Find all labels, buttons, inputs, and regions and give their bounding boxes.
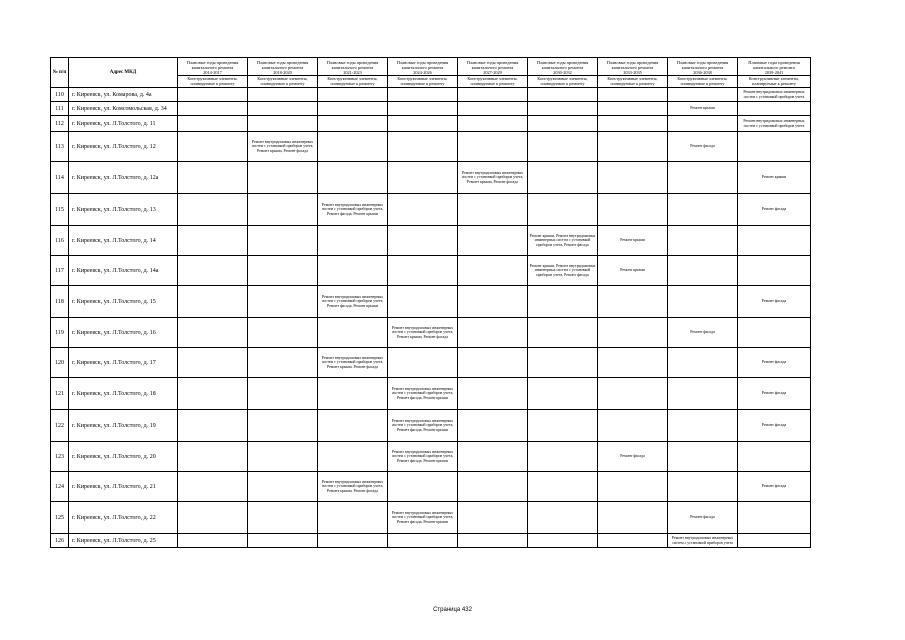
repair-cell [318, 442, 388, 472]
repair-cell [178, 442, 248, 472]
repair-cell: Ремонт крыши, Ремонт внутридомовых инженерных систем с установкой приборов учета, Ремонт фасада [528, 256, 598, 286]
row-number: 118 [51, 286, 69, 318]
repair-cell [458, 410, 528, 442]
repair-cell [248, 534, 318, 548]
repair-cell: Ремонт внутридомовых инженерных систем с установкой приборов учета, Ремонт фасада, Ремонт крыши [388, 378, 458, 410]
header-period-subtitle: Конструктивные элементы, планируемые к ремонту [738, 75, 810, 86]
repair-cell [458, 132, 528, 162]
row-address: г. Киреевск, ул. Л.Толстого, д. 22 [69, 502, 178, 534]
repair-cell [668, 226, 738, 256]
repair-cell: Ремонт фасада [738, 472, 811, 502]
header-period-years: 2033-2035 [623, 69, 642, 75]
repair-cell [598, 116, 668, 132]
repair-cell [528, 348, 598, 378]
repair-cell [178, 116, 248, 132]
header-num: № п/п [51, 58, 69, 88]
table-body [51, 88, 811, 548]
header-period-7 [598, 58, 668, 88]
repair-cell [668, 378, 738, 410]
repair-cell [668, 348, 738, 378]
header-period-years: 2030-2032 [553, 69, 572, 75]
repair-cell [738, 102, 811, 116]
repair-cell [318, 318, 388, 348]
row-address: г. Киреевск, ул. Л.Толстого, д. 25 [69, 534, 178, 548]
row-number: 124 [51, 472, 69, 502]
repair-cell [318, 116, 388, 132]
header-period-subtitle: Конструктивные элементы, планируемые к ремонту [598, 75, 667, 86]
repair-cell [178, 162, 248, 194]
repair-cell: Ремонт внутридомовых инженерных систем с установкой приборов учета, Ремонт фасада, Ремонт крыши [388, 502, 458, 534]
header-period-title: Плановые годы проведения капитального ремонта [186, 59, 239, 70]
row-address: г. Киреевск, ул. Л.Толстого, д. 17 [69, 348, 178, 378]
repair-cell [668, 116, 738, 132]
repair-cell [528, 410, 598, 442]
table-row [51, 286, 811, 318]
table-row [51, 378, 811, 410]
repair-cell [178, 472, 248, 502]
row-address: г. Киреевск, ул. Л.Толстого, д. 12 [69, 132, 178, 162]
repair-cell [318, 256, 388, 286]
table-row [51, 162, 811, 194]
repair-cell [248, 318, 318, 348]
repair-cell [458, 194, 528, 226]
repair-cell [738, 502, 811, 534]
repair-cell [178, 88, 248, 102]
repair-cell [458, 472, 528, 502]
repair-schedule-table [50, 57, 811, 548]
table-row [51, 442, 811, 472]
repair-cell [388, 102, 458, 116]
header-period-subtitle: Конструктивные элементы, планируемые к ремонту [178, 75, 247, 86]
repair-cell [458, 378, 528, 410]
row-number: 117 [51, 256, 69, 286]
repair-cell: Ремонт внутридомовых инженерных систем с установкой приборов учета [668, 534, 738, 548]
repair-cell [668, 88, 738, 102]
repair-cell: Ремонт крыши, Ремонт внутридомовых инженерных систем с установкой приборов учета, Ремонт фасада [528, 226, 598, 256]
row-number: 122 [51, 410, 69, 442]
repair-cell [318, 226, 388, 256]
document-page [50, 57, 810, 548]
header-address: Адрес МКД [69, 58, 178, 88]
header-period-subtitle: Конструктивные элементы, планируемые к ремонту [248, 75, 317, 86]
repair-cell [528, 442, 598, 472]
row-address: г. Киреевск, ул. Л.Толстого, д. 20 [69, 442, 178, 472]
repair-cell: Ремонт фасада [668, 132, 738, 162]
repair-cell [248, 472, 318, 502]
repair-cell [598, 132, 668, 162]
repair-cell [248, 502, 318, 534]
repair-cell [178, 534, 248, 548]
repair-cell [598, 534, 668, 548]
repair-cell [458, 286, 528, 318]
row-number: 115 [51, 194, 69, 226]
repair-cell [178, 410, 248, 442]
repair-cell [178, 102, 248, 116]
repair-cell [668, 194, 738, 226]
row-number: 121 [51, 378, 69, 410]
repair-cell [668, 472, 738, 502]
repair-cell [528, 162, 598, 194]
row-address: г. Киреевск, ул. Л.Толстого, д. 14 [69, 226, 178, 256]
table-row [51, 116, 811, 132]
repair-cell [248, 442, 318, 472]
repair-cell: Ремонт внутридомовых инженерных систем с установкой приборов учета, Ремонт фасада, Ремонт крыши [318, 194, 388, 226]
row-number: 116 [51, 226, 69, 256]
repair-cell [528, 102, 598, 116]
header-period-1 [178, 58, 248, 88]
repair-cell [388, 162, 458, 194]
header-period-subtitle: Конструктивные элементы, планируемые к ремонту [318, 75, 387, 86]
repair-cell [668, 256, 738, 286]
header-period-years: 2036-2038 [693, 69, 712, 75]
header-period-title: Плановые годы проведения капитального ремонта [396, 59, 449, 70]
row-address: г. Киреевск, ул. Л.Толстого, д. 14а [69, 256, 178, 286]
repair-cell [388, 194, 458, 226]
repair-cell [388, 472, 458, 502]
header-period-title: Плановые годы проведения капитального ремонта [536, 59, 589, 70]
row-address: г. Киреевск, ул. Л.Толстого, д. 16 [69, 318, 178, 348]
repair-cell [388, 534, 458, 548]
repair-cell [598, 502, 668, 534]
repair-cell [318, 88, 388, 102]
repair-cell [458, 348, 528, 378]
row-address: г. Киреевск, ул. Л.Толстого, д. 11 [69, 116, 178, 132]
repair-cell [178, 256, 248, 286]
table-row [51, 534, 811, 548]
repair-cell [528, 502, 598, 534]
repair-cell [458, 442, 528, 472]
repair-cell [318, 534, 388, 548]
header-period-2 [248, 58, 318, 88]
header-period-title: Плановые годы проведения капитального ремонта [676, 59, 729, 70]
table-row [51, 256, 811, 286]
repair-cell [178, 286, 248, 318]
row-number: 114 [51, 162, 69, 194]
repair-cell [528, 286, 598, 318]
repair-cell [668, 442, 738, 472]
table-row [51, 348, 811, 378]
repair-cell [388, 132, 458, 162]
repair-cell [248, 378, 318, 410]
header-period-title: Плановые годы проведения капитального ремонта [748, 59, 800, 70]
repair-cell [178, 194, 248, 226]
repair-cell [178, 318, 248, 348]
row-address: г. Киреевск, ул. Комсомольская, д. 34 [69, 102, 178, 116]
repair-cell: Ремонт крыши [598, 226, 668, 256]
table-row [51, 318, 811, 348]
repair-cell [458, 534, 528, 548]
repair-cell [528, 472, 598, 502]
repair-cell: Ремонт фасада [738, 286, 811, 318]
repair-cell [248, 116, 318, 132]
repair-cell [598, 286, 668, 318]
row-address: г. Киреевск, ул. Комарова, д. 4а [69, 88, 178, 102]
repair-cell [528, 378, 598, 410]
row-number: 126 [51, 534, 69, 548]
repair-cell [388, 256, 458, 286]
repair-cell [738, 256, 811, 286]
repair-cell [738, 534, 811, 548]
header-period-5 [458, 58, 528, 88]
repair-cell: Ремонт фасада [598, 442, 668, 472]
header-period-8 [668, 58, 738, 88]
repair-cell [178, 226, 248, 256]
repair-cell: Ремонт внутридомовых инженерных систем с установкой приборов учета, Ремонт крыши, Ремонт фасада [318, 348, 388, 378]
header-period-9 [738, 58, 811, 88]
repair-cell [528, 88, 598, 102]
repair-cell [388, 226, 458, 256]
table-row [51, 226, 811, 256]
repair-cell [248, 162, 318, 194]
repair-cell: Ремонт крыши [668, 102, 738, 116]
repair-cell [458, 256, 528, 286]
row-number: 110 [51, 88, 69, 102]
header-period-title: Плановые годы проведения капитального ремонта [606, 59, 659, 70]
repair-cell: Ремонт внутридомовых инженерных систем с установкой приборов учета [738, 116, 811, 132]
repair-cell [598, 472, 668, 502]
header-period-4 [388, 58, 458, 88]
repair-cell [738, 442, 811, 472]
header-period-3 [318, 58, 388, 88]
repair-cell [248, 286, 318, 318]
table-row [51, 472, 811, 502]
repair-cell: Ремонт внутридомовых инженерных систем с установкой приборов учета, Ремонт крыши, Ремонт фасада [248, 132, 318, 162]
repair-cell: Ремонт фасада [668, 502, 738, 534]
row-number: 119 [51, 318, 69, 348]
repair-cell [178, 502, 248, 534]
header-period-years: 2014-2017 [203, 69, 222, 75]
header-period-subtitle: Конструктивные элементы, планируемые к ремонту [458, 75, 527, 86]
repair-cell: Ремонт внутридомовых инженерных систем с установкой приборов учета, Ремонт крыши, Ремонт фасада [388, 318, 458, 348]
repair-cell [528, 194, 598, 226]
repair-cell [318, 378, 388, 410]
table-header [51, 58, 811, 88]
repair-cell [738, 318, 811, 348]
repair-cell [388, 286, 458, 318]
row-address: г. Киреевск, ул. Л.Толстого, д. 18 [69, 378, 178, 410]
page-number: Страница 432 [433, 607, 472, 613]
row-address: г. Киреевск, ул. Л.Толстого, д. 21 [69, 472, 178, 502]
repair-cell [598, 410, 668, 442]
header-period-years: 2024-2026 [413, 69, 432, 75]
header-period-subtitle: Конструктивные элементы, планируемые к ремонту [668, 75, 737, 86]
header-period-title: Плановые годы проведения капитального ремонта [256, 59, 309, 70]
row-number: 112 [51, 116, 69, 132]
repair-cell [178, 348, 248, 378]
repair-cell [248, 102, 318, 116]
repair-cell: Ремонт внутридомовых инженерных систем с установкой приборов учета [738, 88, 811, 102]
repair-cell [248, 88, 318, 102]
repair-cell [318, 162, 388, 194]
header-period-title: Плановые годы проведения капитального ремонта [326, 59, 379, 70]
repair-cell: Ремонт фасада [738, 194, 811, 226]
repair-cell [668, 286, 738, 318]
repair-cell [458, 226, 528, 256]
repair-cell [388, 348, 458, 378]
header-period-subtitle: Конструктивные элементы, планируемые к ремонту [528, 75, 597, 86]
repair-cell [248, 348, 318, 378]
row-number: 120 [51, 348, 69, 378]
repair-cell: Ремонт фасада [738, 410, 811, 442]
repair-cell [318, 502, 388, 534]
repair-cell: Ремонт внутридомовых инженерных систем с установкой приборов учета, Ремонт крыши, Ремонт фасада [318, 472, 388, 502]
row-address: г. Киреевск, ул. Л.Толстого, д. 12а [69, 162, 178, 194]
table-row [51, 88, 811, 102]
repair-cell [668, 162, 738, 194]
repair-cell [318, 410, 388, 442]
repair-cell [598, 194, 668, 226]
header-period-title: Плановые годы проведения капитального ремонта [466, 59, 519, 70]
repair-cell [178, 132, 248, 162]
header-period-6 [528, 58, 598, 88]
repair-cell [598, 378, 668, 410]
repair-cell [528, 116, 598, 132]
repair-cell [318, 132, 388, 162]
row-address: г. Киреевск, ул. Л.Толстого, д. 19 [69, 410, 178, 442]
repair-cell [248, 256, 318, 286]
header-period-years: 2021-2023 [343, 69, 362, 75]
row-number: 123 [51, 442, 69, 472]
table-row [51, 102, 811, 116]
row-number: 113 [51, 132, 69, 162]
repair-cell [458, 502, 528, 534]
repair-cell [248, 194, 318, 226]
repair-cell [598, 348, 668, 378]
repair-cell [668, 410, 738, 442]
header-period-years: 2027-2029 [483, 69, 502, 75]
repair-cell: Ремонт внутридомовых инженерных систем с установкой приборов учета, Ремонт фасада, Ремонт крыши [318, 286, 388, 318]
table-row [51, 132, 811, 162]
row-address: г. Киреевск, ул. Л.Толстого, д. 15 [69, 286, 178, 318]
repair-cell: Ремонт внутридомовых инженерных систем с установкой приборов учета, Ремонт фасада, Ремонт крыши [388, 410, 458, 442]
table-row [51, 194, 811, 226]
repair-cell: Ремонт крыши [738, 162, 811, 194]
header-period-subtitle: Конструктивные элементы, планируемые к ремонту [388, 75, 457, 86]
repair-cell [248, 410, 318, 442]
repair-cell [458, 88, 528, 102]
repair-cell: Ремонт крыши [598, 256, 668, 286]
repair-cell [388, 88, 458, 102]
repair-cell: Ремонт фасада [738, 348, 811, 378]
repair-cell [458, 102, 528, 116]
repair-cell [598, 162, 668, 194]
repair-cell [178, 378, 248, 410]
repair-cell [318, 102, 388, 116]
repair-cell [528, 132, 598, 162]
repair-cell: Ремонт внутридомовых инженерных систем с установкой приборов учета, Ремонт фасада, Ремонт крыши [388, 442, 458, 472]
repair-cell [458, 116, 528, 132]
repair-cell [528, 534, 598, 548]
repair-cell [598, 318, 668, 348]
repair-cell: Ремонт фасада [738, 378, 811, 410]
repair-cell: Ремонт внутридомовых инженерных систем с установкой приборов учета, Ремонт крыши, Ремонт фасада [458, 162, 528, 194]
row-address: г. Киреевск, ул. Л.Толстого, д. 13 [69, 194, 178, 226]
repair-cell: Ремонт фасада [668, 318, 738, 348]
repair-cell [458, 318, 528, 348]
row-number: 111 [51, 102, 69, 116]
header-period-years: 2018-2020 [273, 69, 292, 75]
repair-cell [388, 116, 458, 132]
header-period-years: 2039-2041 [764, 69, 784, 75]
row-number: 125 [51, 502, 69, 534]
repair-cell [598, 88, 668, 102]
repair-cell [598, 102, 668, 116]
repair-cell [738, 226, 811, 256]
repair-cell [248, 226, 318, 256]
repair-cell [528, 318, 598, 348]
table-row [51, 410, 811, 442]
repair-cell [738, 132, 811, 162]
table-row [51, 502, 811, 534]
